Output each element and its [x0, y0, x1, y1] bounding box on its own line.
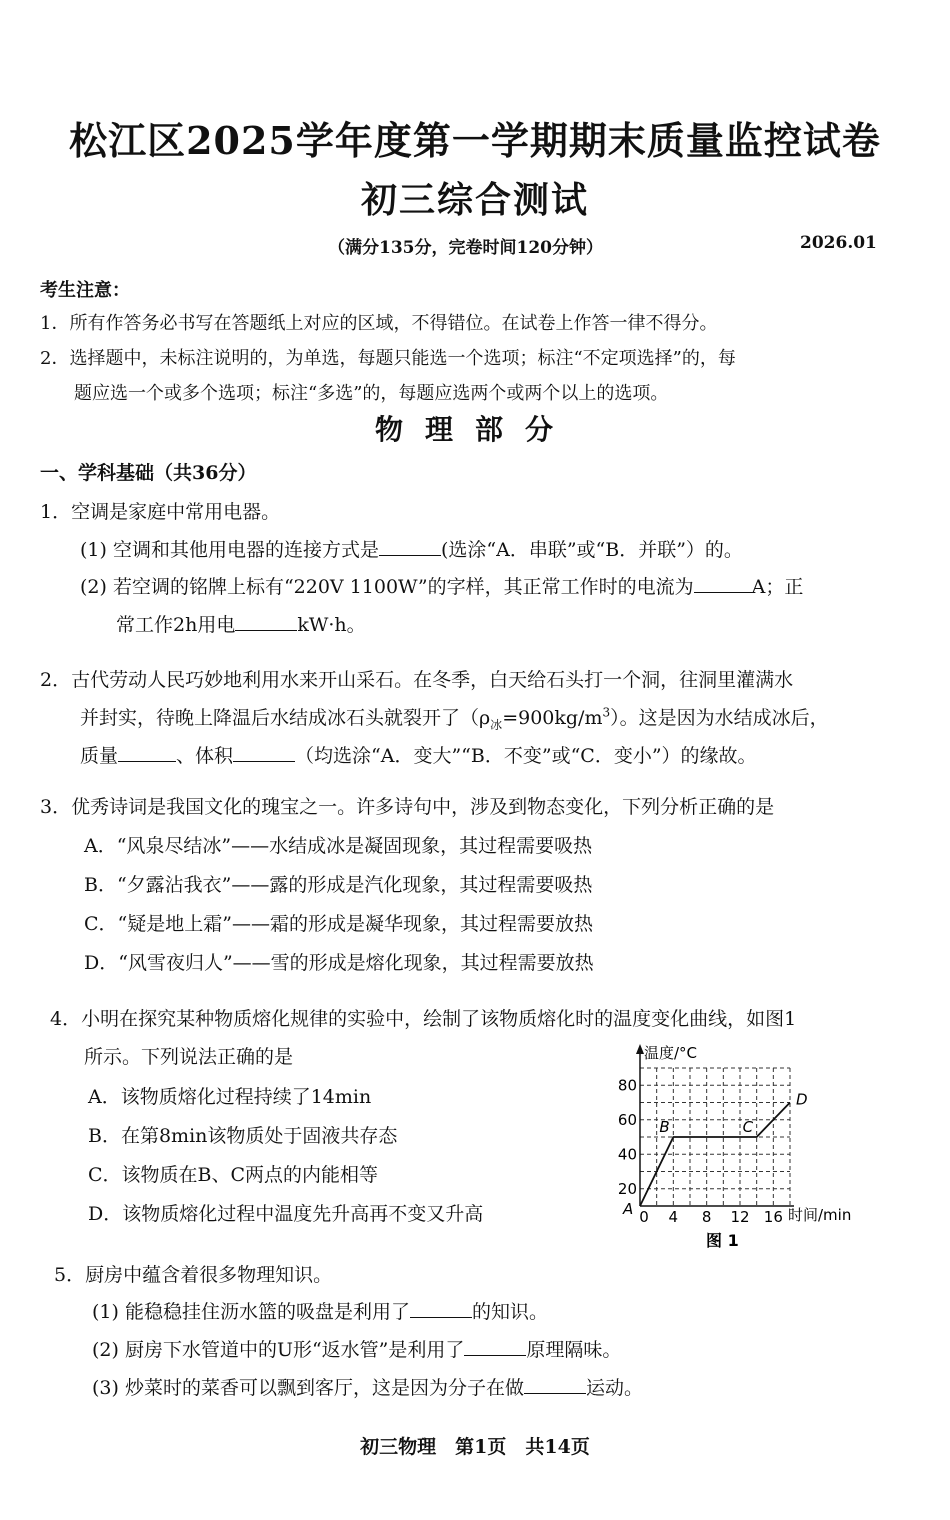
q1-sub2-text-b: A；正 [751, 576, 804, 598]
point-label: D [796, 1090, 808, 1109]
q1-sub1 [80, 535, 743, 562]
q2-unit-superscript: 3 [602, 705, 611, 720]
q5-sub2-text-a: (2) 厨房下水管道中的U形“返水管”是利用了 [92, 1339, 465, 1361]
notice-item-1: 1．所有作答务必书写在答题纸上对应的区域，不得错位。在试卷上作答一律不得分。 [40, 313, 718, 334]
q5-sub3-blank [524, 1375, 586, 1394]
q3-option-a: A．“风泉尽结冰”——水结成冰是凝固现象，其过程需要吸热 [84, 835, 593, 857]
q4-option-d: D．该物质熔化过程中温度先升高再不变又升高 [88, 1203, 484, 1225]
q1-sub2-cont [116, 610, 366, 637]
q2-line-3-a: 质量 [80, 745, 119, 767]
q5-sub2 [92, 1335, 621, 1362]
y-tick-label: 40 [617, 1145, 637, 1164]
x-tick-label: 0 [639, 1208, 649, 1226]
y-axis-arrow [636, 1044, 644, 1054]
q2-line-2 [80, 703, 829, 733]
q2-rho-subscript: 冰 [490, 717, 503, 732]
chart-y-label: 温度/°C [644, 1044, 698, 1062]
q2-blank-volume [233, 743, 295, 762]
q4-option-b: B．在第8min该物质处于固液共存态 [88, 1125, 398, 1147]
q3-option-b: B．“夕露沾我衣”——露的形成是汽化现象，其过程需要吸热 [84, 874, 593, 896]
y-tick-label: 20 [617, 1179, 637, 1198]
q2-blank-mass [118, 743, 176, 762]
exam-info: （满分135分，完卷时间120分钟） [328, 238, 603, 258]
notice-item-2-cont: 题应选一个或多个选项；标注“多选”的，每题应选两个或两个以上的选项。 [74, 383, 669, 404]
chart-x-label: 时间/min [788, 1206, 852, 1224]
q5-sub3-text-a: (3) 炒菜时的菜香可以飘到客厅，这是因为分子在做 [92, 1377, 524, 1399]
q1-sub2 [80, 572, 803, 599]
q2-line-1: 2．古代劳动人民巧妙地利用水来开山采石。在冬季，白天给石头打一个洞，往洞里灌满水 [40, 669, 794, 691]
part-heading: 一、学科基础（共36分） [40, 462, 257, 484]
notice-item-2: 2．选择题中，未标注说明的，为单选，每题只能选一个选项；标注“不定项选择”的，每 [40, 348, 736, 369]
point-label: C [742, 1118, 754, 1136]
q4-option-c: C．该物质在B、C两点的内能相等 [88, 1164, 379, 1186]
q1-sub2-text-a: (2) 若空调的铭牌上标有“220V 1100W”的字样，其正常工作时的电流为 [80, 576, 694, 598]
q1-sub2-blank-2 [235, 612, 297, 631]
q1-sub1-text-b: (选涂“A．串联”或“B．并联”）的。 [440, 539, 743, 561]
chart-ticks [618, 1076, 783, 1226]
x-tick-label: 16 [763, 1208, 783, 1226]
q3-option-c: C．“疑是地上霜”——霜的形成是凝华现象，其过程需要放热 [84, 913, 593, 935]
q5-sub3 [92, 1373, 643, 1400]
exam-date: 2026.01 [800, 233, 877, 253]
q4-line-1: 4．小明在探究某种物质熔化规律的实验中，绘制了该物质熔化时的温度变化曲线，如图1 [50, 1008, 797, 1030]
y-tick-label: 80 [617, 1076, 637, 1095]
exam-subtitle: 初三综合测试 [360, 179, 589, 221]
q2-line-3-b: 、体积 [176, 745, 234, 767]
y-tick-label: 60 [617, 1110, 637, 1129]
q5-sub1-blank [410, 1299, 472, 1318]
q5-sub1-text-b: 的知识。 [471, 1301, 548, 1323]
section-title: 物理部分 [374, 413, 575, 446]
chart-origin-label: A [623, 1200, 634, 1218]
q2-line-3 [80, 741, 757, 768]
figure-1-chart [610, 1036, 870, 1256]
q4-line-2: 所示。下列说法正确的是 [84, 1046, 294, 1068]
exam-title: 松江区2025学年度第一学期期末质量监控试卷 [69, 118, 881, 163]
x-tick-label: 4 [668, 1208, 679, 1226]
q5-stem: 5．厨房中蕴含着很多物理知识。 [54, 1264, 333, 1286]
point-label: B [659, 1118, 670, 1136]
q1-sub2-text-d: kW·h。 [297, 614, 366, 636]
q1-sub2-text-c: 常工作2h用电 [116, 614, 236, 636]
q5-sub2-text-b: 原理隔味。 [526, 1339, 622, 1361]
q1-stem: 1．空调是家庭中常用电器。 [40, 501, 281, 523]
q2-line-2-c: ）。这是因为水结成冰后， [610, 707, 829, 729]
q5-sub2-blank [464, 1337, 526, 1356]
q5-sub1 [92, 1297, 548, 1324]
q2-line-2-b: =900kg/m [502, 707, 603, 729]
q2-line-2-a: 并封实，待晚上降温后水结成冰石头就裂开了（ρ [80, 707, 491, 729]
q2-line-3-c: （均选涂“A．变大”“B．不变”或“C．变小”）的缘故。 [295, 745, 757, 767]
q1-sub2-blank-1 [694, 574, 752, 593]
q4-option-a: A．该物质熔化过程持续了14min [88, 1086, 372, 1108]
chart-figure-caption: 图 1 [706, 1231, 739, 1250]
notice-heading: 考生注意： [40, 280, 130, 301]
q1-sub1-blank [379, 537, 441, 556]
x-tick-label: 12 [730, 1208, 750, 1226]
q1-sub1-text-a: (1) 空调和其他用电器的连接方式是 [80, 539, 379, 561]
x-tick-label: 8 [701, 1208, 712, 1226]
q5-sub3-text-b: 运动。 [585, 1377, 643, 1399]
page-footer: 初三物理 第1页 共14页 [360, 1436, 590, 1458]
q3-option-d: D．“风雪夜归人”——雪的形成是熔化现象，其过程需要放热 [84, 952, 594, 974]
q5-sub1-text-a: (1) 能稳稳挂住沥水篮的吸盘是利用了 [92, 1301, 410, 1323]
q3-stem: 3．优秀诗词是我国文化的瑰宝之一。许多诗句中，涉及到物态变化，下列分析正确的是 [40, 796, 775, 818]
